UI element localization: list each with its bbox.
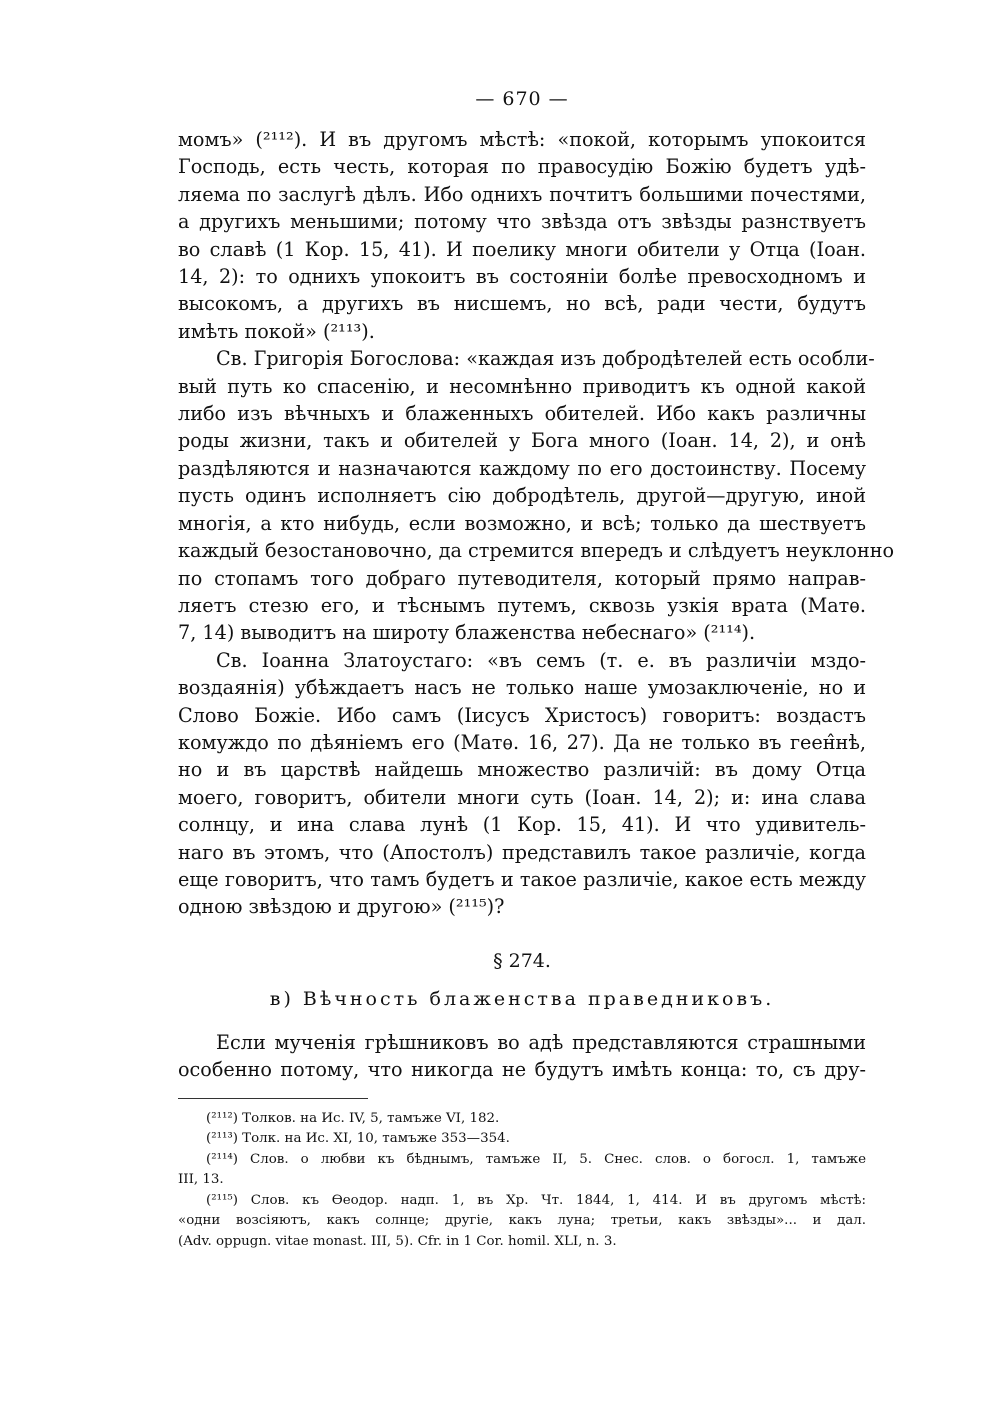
text-line: Господь, есть честь, которая по правосудію Божію будетъ удѣ- <box>178 155 866 179</box>
footnotes <box>178 1109 866 1253</box>
text-line: каждый безостановочно, да стремится впередъ и слѣдуетъ неуклонно <box>178 539 895 563</box>
page-number: — 670 — <box>475 88 569 110</box>
paragraph-1 <box>178 126 866 345</box>
text-line: но и въ царствѣ найдешь множество различій: въ дому Отца <box>178 758 866 782</box>
footnote-line: (²¹¹⁵) Слов. къ Ѳеодор. надп. 1, въ Хр. Чт. 1844, 1, 414. И въ другомъ мѣстѣ: <box>206 1192 866 1208</box>
text-line: 7, 14) выводитъ на широту блаженства небеснаго» (²¹¹⁴). <box>178 621 756 645</box>
text-line: раздѣляются и назначаются каждому по его достоинству. Посему <box>178 456 866 480</box>
text-line: Св. Григорія Богослова: «каждая изъ добродѣтелей есть особли- <box>216 347 875 371</box>
text-line: солнцу, и ина слава лунѣ (1 Кор. 15, 41). И что удивитель- <box>178 813 866 837</box>
text-line: либо изъ вѣчныхъ и блаженныхъ обителей. Ибо какъ различны <box>178 402 866 426</box>
text-line: имѣть покой» (²¹¹³). <box>178 319 375 343</box>
footnote-line: (²¹¹³) Толк. на Ис. XI, 10, тамъже 353—354. <box>206 1131 510 1147</box>
text-line: наго въ этомъ, что (Апостолъ) представилъ такое различіе, когда <box>178 840 866 864</box>
text-line: а другихъ меньшими; потому что звѣзда отъ звѣзды разнствуетъ <box>178 210 866 234</box>
text-line: комуждо по дѣяніемъ его (Матѳ. 16, 27). Да не только въ геен̂нѣ, <box>178 730 866 754</box>
text-line: еще говоритъ, что тамъ будетъ и такое различіе, какое есть между <box>178 867 866 891</box>
text-line: моего, говоритъ, обители многи суть (Іоан. 14, 2); и: ина слава <box>178 785 866 809</box>
text-line: высокомъ, а другихъ въ нисшемъ, но всѣ, ради чести, будутъ <box>178 292 866 316</box>
text-line: пусть одинъ исполняетъ сію добродѣтель, другой—другую, иной <box>178 484 866 508</box>
text-line: Св. Іоанна Златоустаго: «въ семъ (т. е. въ различіи мздо- <box>216 648 866 672</box>
footnote-line: III, 13. <box>178 1172 224 1188</box>
footnote-divider <box>178 1098 368 1099</box>
text-line: многія, а кто нибудь, если возможно, и всѣ; только да шествуетъ <box>178 511 866 535</box>
page <box>178 84 895 1252</box>
text-line: одною звѣздою и другою» (²¹¹⁵)? <box>178 895 505 919</box>
paragraph-2 <box>178 345 895 646</box>
text-line: вый путь ко спасенію, и несомнѣнно приводитъ къ одной какой <box>178 374 866 398</box>
text-line: роды жизни, такъ и обителей у Бога много (Іоан. 14, 2), и онѣ <box>178 429 866 453</box>
section-number: § 274. <box>493 949 551 972</box>
footnote-line: «одни возсіяютъ, какъ солнце; другіе, какъ луна; третьи, какъ звѣзды»... и дал. <box>178 1213 866 1229</box>
text-line: момъ» (²¹¹²). И въ другомъ мѣстѣ: «покой, которымъ упокоится <box>178 128 866 151</box>
footnote-line: (Adv. oppugn. vitae monast. III, 5). Cfr. in 1 Cor. homil. XLI, n. 3. <box>178 1233 617 1249</box>
text-line: воздаянія) убѣждаетъ насъ не только наше умозаключеніе, но и <box>178 676 866 700</box>
text-line: Слово Божіе. Ибо самъ (Іисусъ Христосъ) говоритъ: воздастъ <box>178 703 866 727</box>
footnote-line: (²¹¹²) Толков. на Ис. IV, 5, тамъже VI, 182. <box>206 1110 500 1126</box>
paragraph-3 <box>178 647 866 921</box>
text-line: ляема по заслугѣ дѣлъ. Ибо однихъ почтитъ большими почестями, <box>178 182 866 206</box>
text-line: 14, 2): то однихъ упокоитъ въ состояніи болѣе превосходномъ и <box>178 265 866 289</box>
paragraph-4 <box>178 1029 866 1084</box>
text-line: Если мученія грѣшниковъ во адѣ представляются страшными <box>216 1030 866 1054</box>
text-line: ляетъ стезю его, и тѣснымъ путемъ, сквозь узкія врата (Матѳ. <box>178 593 866 617</box>
section-title: в) Вѣчность блаженства праведниковъ. <box>269 987 775 1010</box>
text-line: особенно потому, что никогда не будутъ имѣть конца: то, съ дру- <box>178 1058 866 1082</box>
text-line: по стопамъ того добраго путеводителя, который прямо направ- <box>178 566 866 590</box>
text-line: во славѣ (1 Кор. 15, 41). И поелику многи обители у Отца (Іоан. <box>178 237 866 261</box>
footnote-line: (²¹¹⁴) Слов. о любви къ бѣднымъ, тамъже II, 5. Снес. слов. о богосл. 1, тамъже <box>206 1151 866 1167</box>
